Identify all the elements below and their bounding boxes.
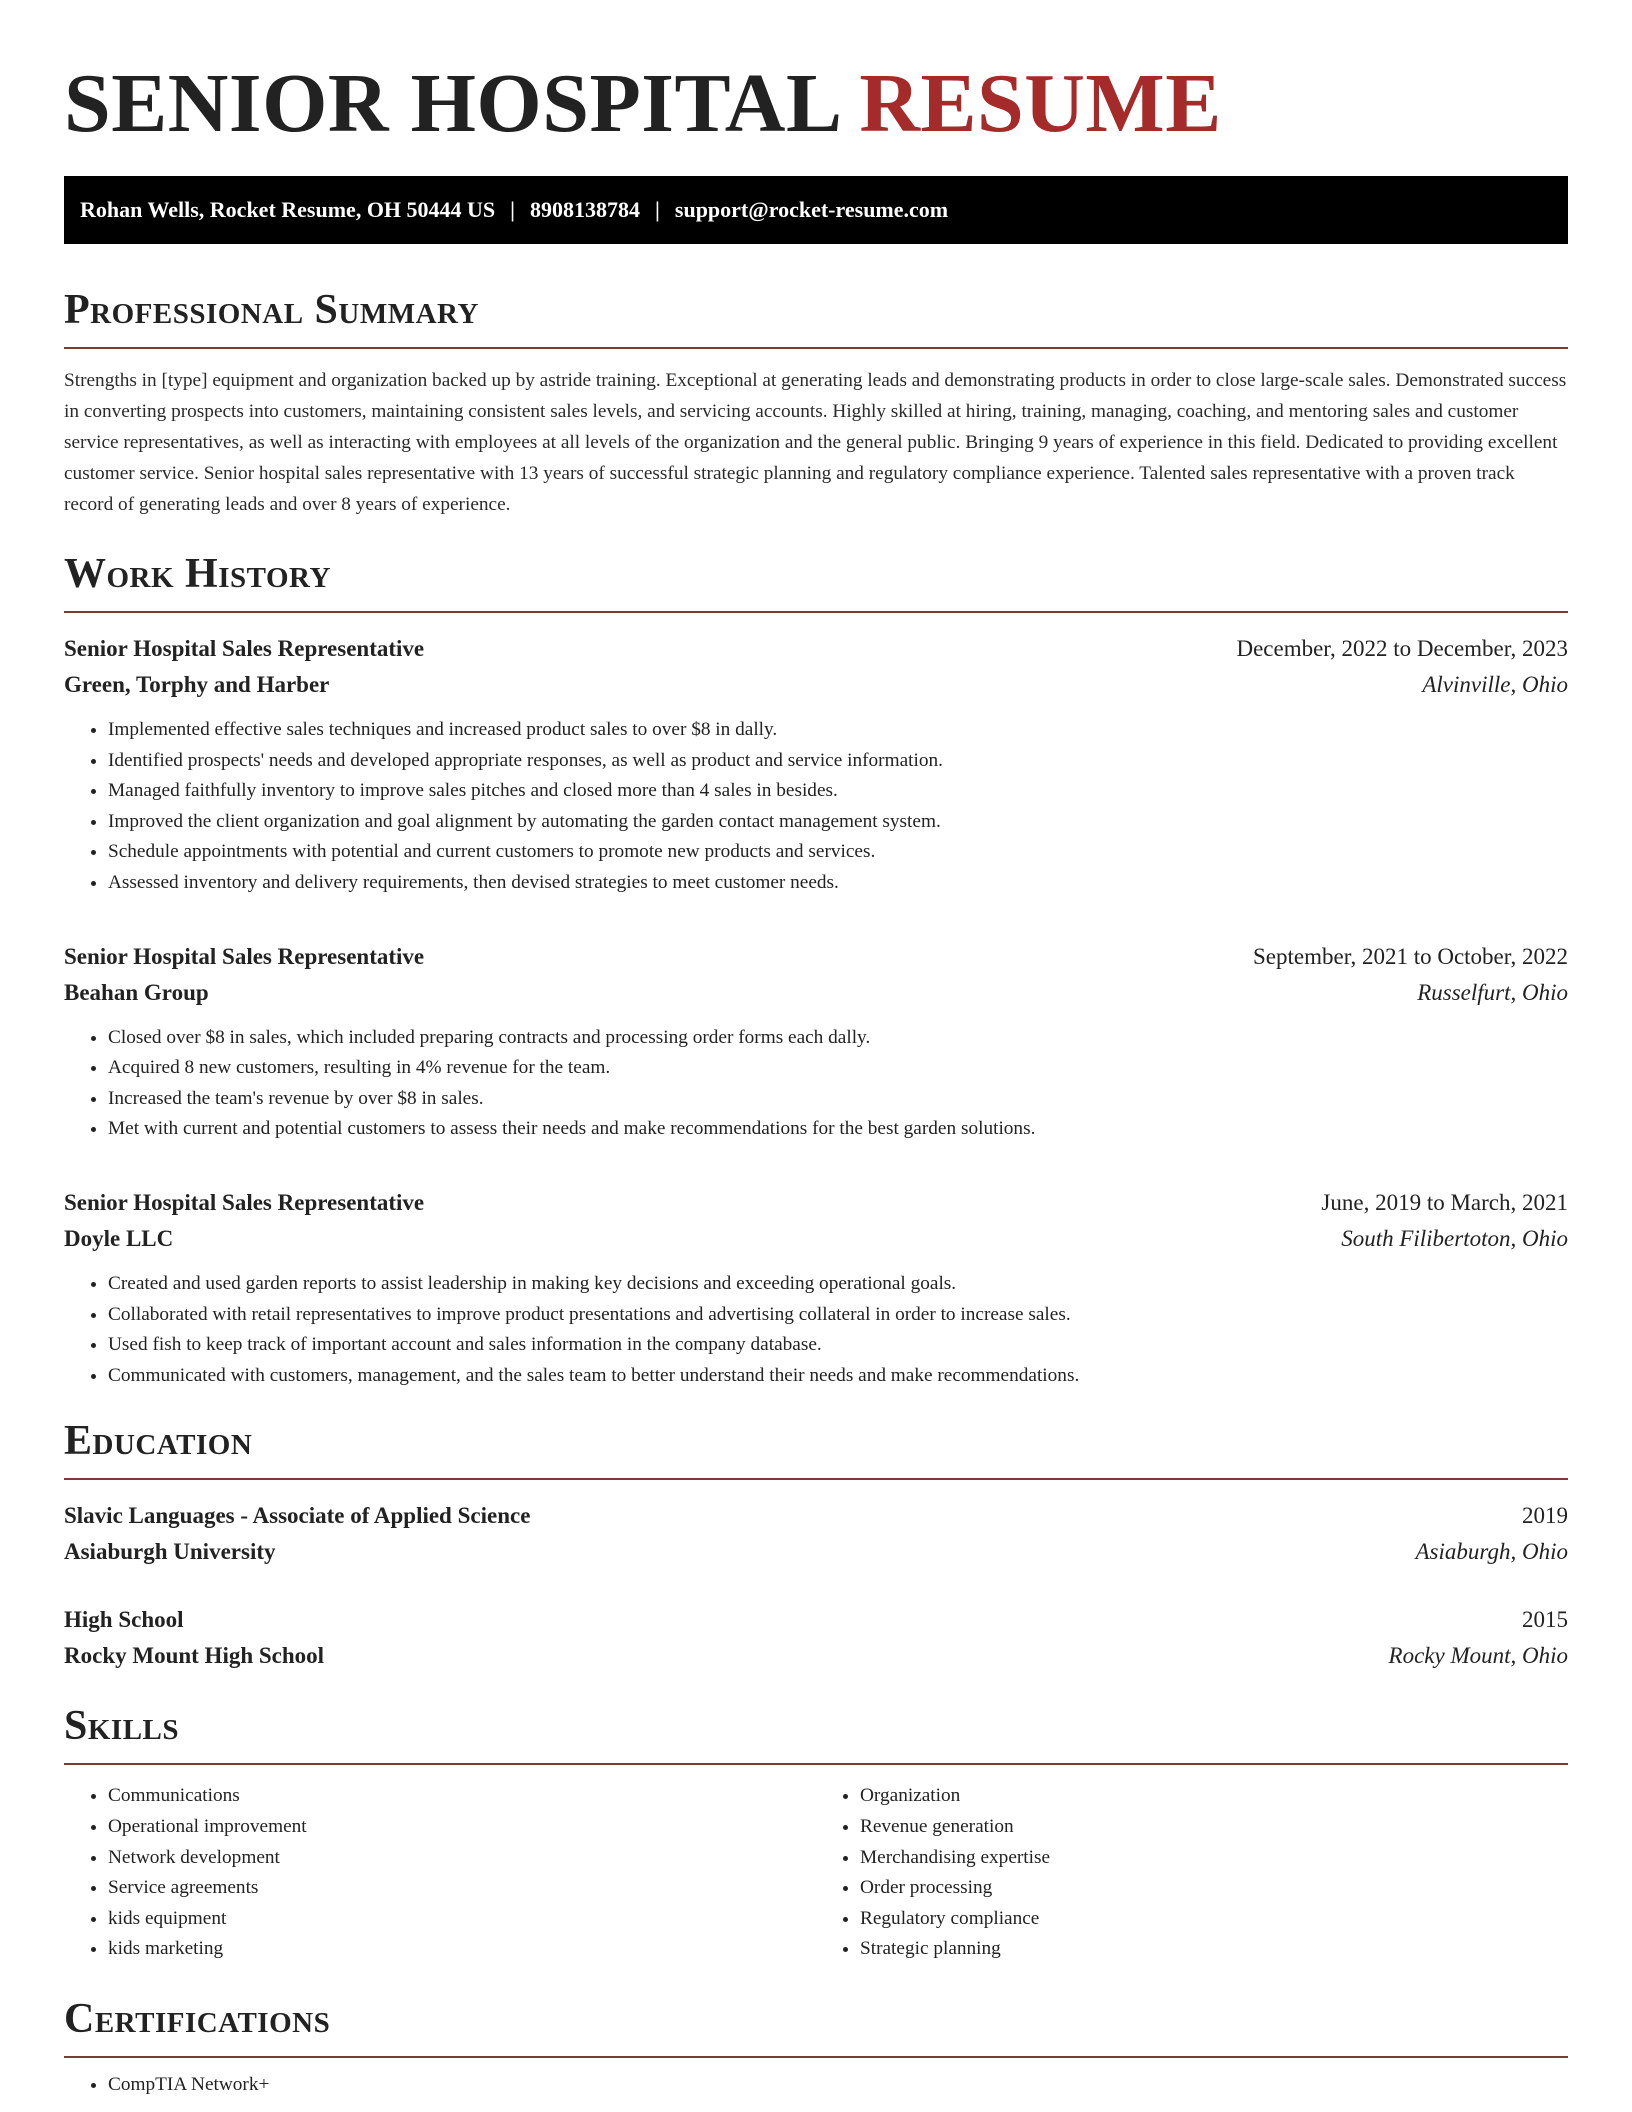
contact-phone: 8908138784 xyxy=(530,197,641,222)
section-divider xyxy=(64,347,1568,349)
section-divider xyxy=(64,2056,1568,2058)
job-header xyxy=(64,939,1568,975)
education-location: Rocky Mount, Ohio xyxy=(1388,1643,1568,1669)
job-entry xyxy=(64,939,1568,1145)
list-item: • CompTIA Network+ xyxy=(108,2070,1568,2101)
section-title-certifications: Certifications xyxy=(64,1995,331,2042)
list-item: • Schedule appointments with potential and current customers to promote new products and services. xyxy=(108,837,1568,868)
job-dates: September, 2021 to October, 2022 xyxy=(1253,943,1568,969)
title-accent: RESUME xyxy=(859,57,1222,150)
list-item: • Increased the team's revenue by over $8 in sales. xyxy=(108,1084,1568,1115)
education-year: 2019 xyxy=(1522,1503,1568,1529)
list-item: • Acquired 8 new customers, resulting in 4% revenue for the team. xyxy=(108,1053,1568,1084)
contact-bar xyxy=(64,176,1568,244)
summary-paragraph: Strengths in [type] equipment and organization backed up by astride training. Exceptional at generating leads and demonstrating products in order to close large-scale sales. Demonstrated success in converting prospects into customers, maintaining consistent sales levels, and servicing accounts. Highly skilled at hiring, training, managing, coaching, and mentoring sales and customer service representatives, as well as interacting with employees at all levels of the organization and the general public. Bringing 9 years of experience in this field. Dedicated to providing excellent customer service. Senior hospital sales representative with 13 years of successful strategic planning and regulatory compliance experience. Talented sales representative with a proven track record of generating leads and over 8 years of experience. xyxy=(64,370,1567,515)
section-divider xyxy=(64,611,1568,613)
job-title: Senior Hospital Sales Representative xyxy=(64,636,425,661)
skills-column-right xyxy=(816,1781,1568,1965)
list-item: • Assessed inventory and delivery requirements, then devised strategies to meet customer needs. xyxy=(108,868,1568,899)
education-school: Rocky Mount High School xyxy=(64,1643,325,1669)
list-item: • Operational improvement xyxy=(108,1812,816,1843)
list-item: • Service agreements xyxy=(108,1873,816,1904)
job-bullets xyxy=(64,1269,1568,1391)
resume-title xyxy=(64,0,1568,154)
job-subheader xyxy=(64,667,1568,703)
job-bullets xyxy=(64,715,1568,899)
education-degree: Slavic Languages - Associate of Applied Science xyxy=(64,1503,531,1529)
list-item: • Closed over $8 in sales, which included preparing contracts and processing order forms each dally. xyxy=(108,1023,1568,1054)
education-location: Asiaburgh, Ohio xyxy=(1415,1539,1568,1565)
job-location: South Filibertoton, Ohio xyxy=(1341,1225,1568,1251)
job-entry xyxy=(64,631,1568,899)
list-item: • Met with current and potential customers to assess their needs and make recommendations for the best garden solutions. xyxy=(108,1114,1568,1145)
list-item: • Network development xyxy=(108,1843,816,1874)
list-item: • Communicated with customers, management, and the sales team to better understand their needs and make recommendations. xyxy=(108,1361,1568,1392)
list-item: • Regulatory compliance xyxy=(860,1904,1568,1935)
list-item: • Communications xyxy=(108,1781,816,1812)
list-item: • Identified prospects' needs and developed appropriate responses, as well as product and service information. xyxy=(108,746,1568,777)
list-item: • Implemented effective sales techniques and increased product sales to over $8 in dally. xyxy=(108,715,1568,746)
job-company: Green, Torphy and Harber xyxy=(64,672,330,697)
list-item: • Merchandising expertise xyxy=(860,1843,1568,1874)
list-item: • kids marketing xyxy=(108,1934,816,1965)
section-divider xyxy=(64,1763,1568,1765)
section-title-skills: Skills xyxy=(64,1703,180,1750)
education-entry xyxy=(64,1498,1568,1570)
section-title-work-history: Work History xyxy=(64,551,331,597)
education-header xyxy=(64,1498,1568,1534)
skills-list xyxy=(64,1781,1568,1965)
certifications-list xyxy=(64,2070,1568,2101)
job-company: Beahan Group xyxy=(64,979,209,1005)
list-item: • Organization xyxy=(860,1781,1568,1812)
job-header xyxy=(64,1185,1568,1221)
contact-separator: | xyxy=(510,197,516,222)
list-item: • Created and used garden reports to assist leadership in making key decisions and exceeding operational goals. xyxy=(108,1269,1568,1300)
job-title: Senior Hospital Sales Representative xyxy=(64,943,425,969)
section-title-education: Education xyxy=(64,1418,253,1465)
education-subheader xyxy=(64,1534,1568,1570)
job-company: Doyle LLC xyxy=(64,1225,174,1251)
contact-email: support@rocket-resume.com xyxy=(674,197,949,222)
job-location: Russelfurt, Ohio xyxy=(1417,979,1568,1005)
education-entry xyxy=(64,1602,1568,1674)
list-item: • Collaborated with retail representatives to improve product presentations and advertising collateral in order to increase sales. xyxy=(108,1300,1568,1331)
skills-column-left xyxy=(64,1781,816,1965)
list-item: • kids equipment xyxy=(108,1904,816,1935)
job-title: Senior Hospital Sales Representative xyxy=(64,1189,425,1215)
education-school: Asiaburgh University xyxy=(64,1539,276,1565)
list-item: • Managed faithfully inventory to improve sales pitches and closed more than 4 sales in besides. xyxy=(108,776,1568,807)
list-item: • Order processing xyxy=(860,1873,1568,1904)
job-entry xyxy=(64,1185,1568,1391)
contact-separator: | xyxy=(655,197,660,222)
job-location: Alvinville, Ohio xyxy=(1422,672,1568,697)
list-item: • Revenue generation xyxy=(860,1812,1568,1843)
job-header xyxy=(64,631,1568,667)
job-dates: December, 2022 to December, 2023 xyxy=(1236,636,1568,661)
list-item: • Strategic planning xyxy=(860,1934,1568,1965)
education-degree: High School xyxy=(64,1607,184,1633)
job-dates: June, 2019 to March, 2021 xyxy=(1321,1189,1568,1215)
list-item: • Improved the client organization and goal alignment by automating the garden contact management system. xyxy=(108,807,1568,838)
education-subheader xyxy=(64,1638,1568,1674)
section-divider xyxy=(64,1478,1568,1480)
job-subheader xyxy=(64,1221,1568,1257)
job-bullets xyxy=(64,1023,1568,1145)
job-subheader xyxy=(64,975,1568,1011)
title-main: SENIOR HOSPITAL xyxy=(64,57,838,150)
section-title-summary: Professional Summary xyxy=(64,287,479,333)
contact-address: Rohan Wells, Rocket Resume, OH 50444 US xyxy=(80,197,496,222)
education-year: 2015 xyxy=(1522,1607,1568,1633)
list-item: • Used fish to keep track of important account and sales information in the company database. xyxy=(108,1330,1568,1361)
education-header xyxy=(64,1602,1568,1638)
